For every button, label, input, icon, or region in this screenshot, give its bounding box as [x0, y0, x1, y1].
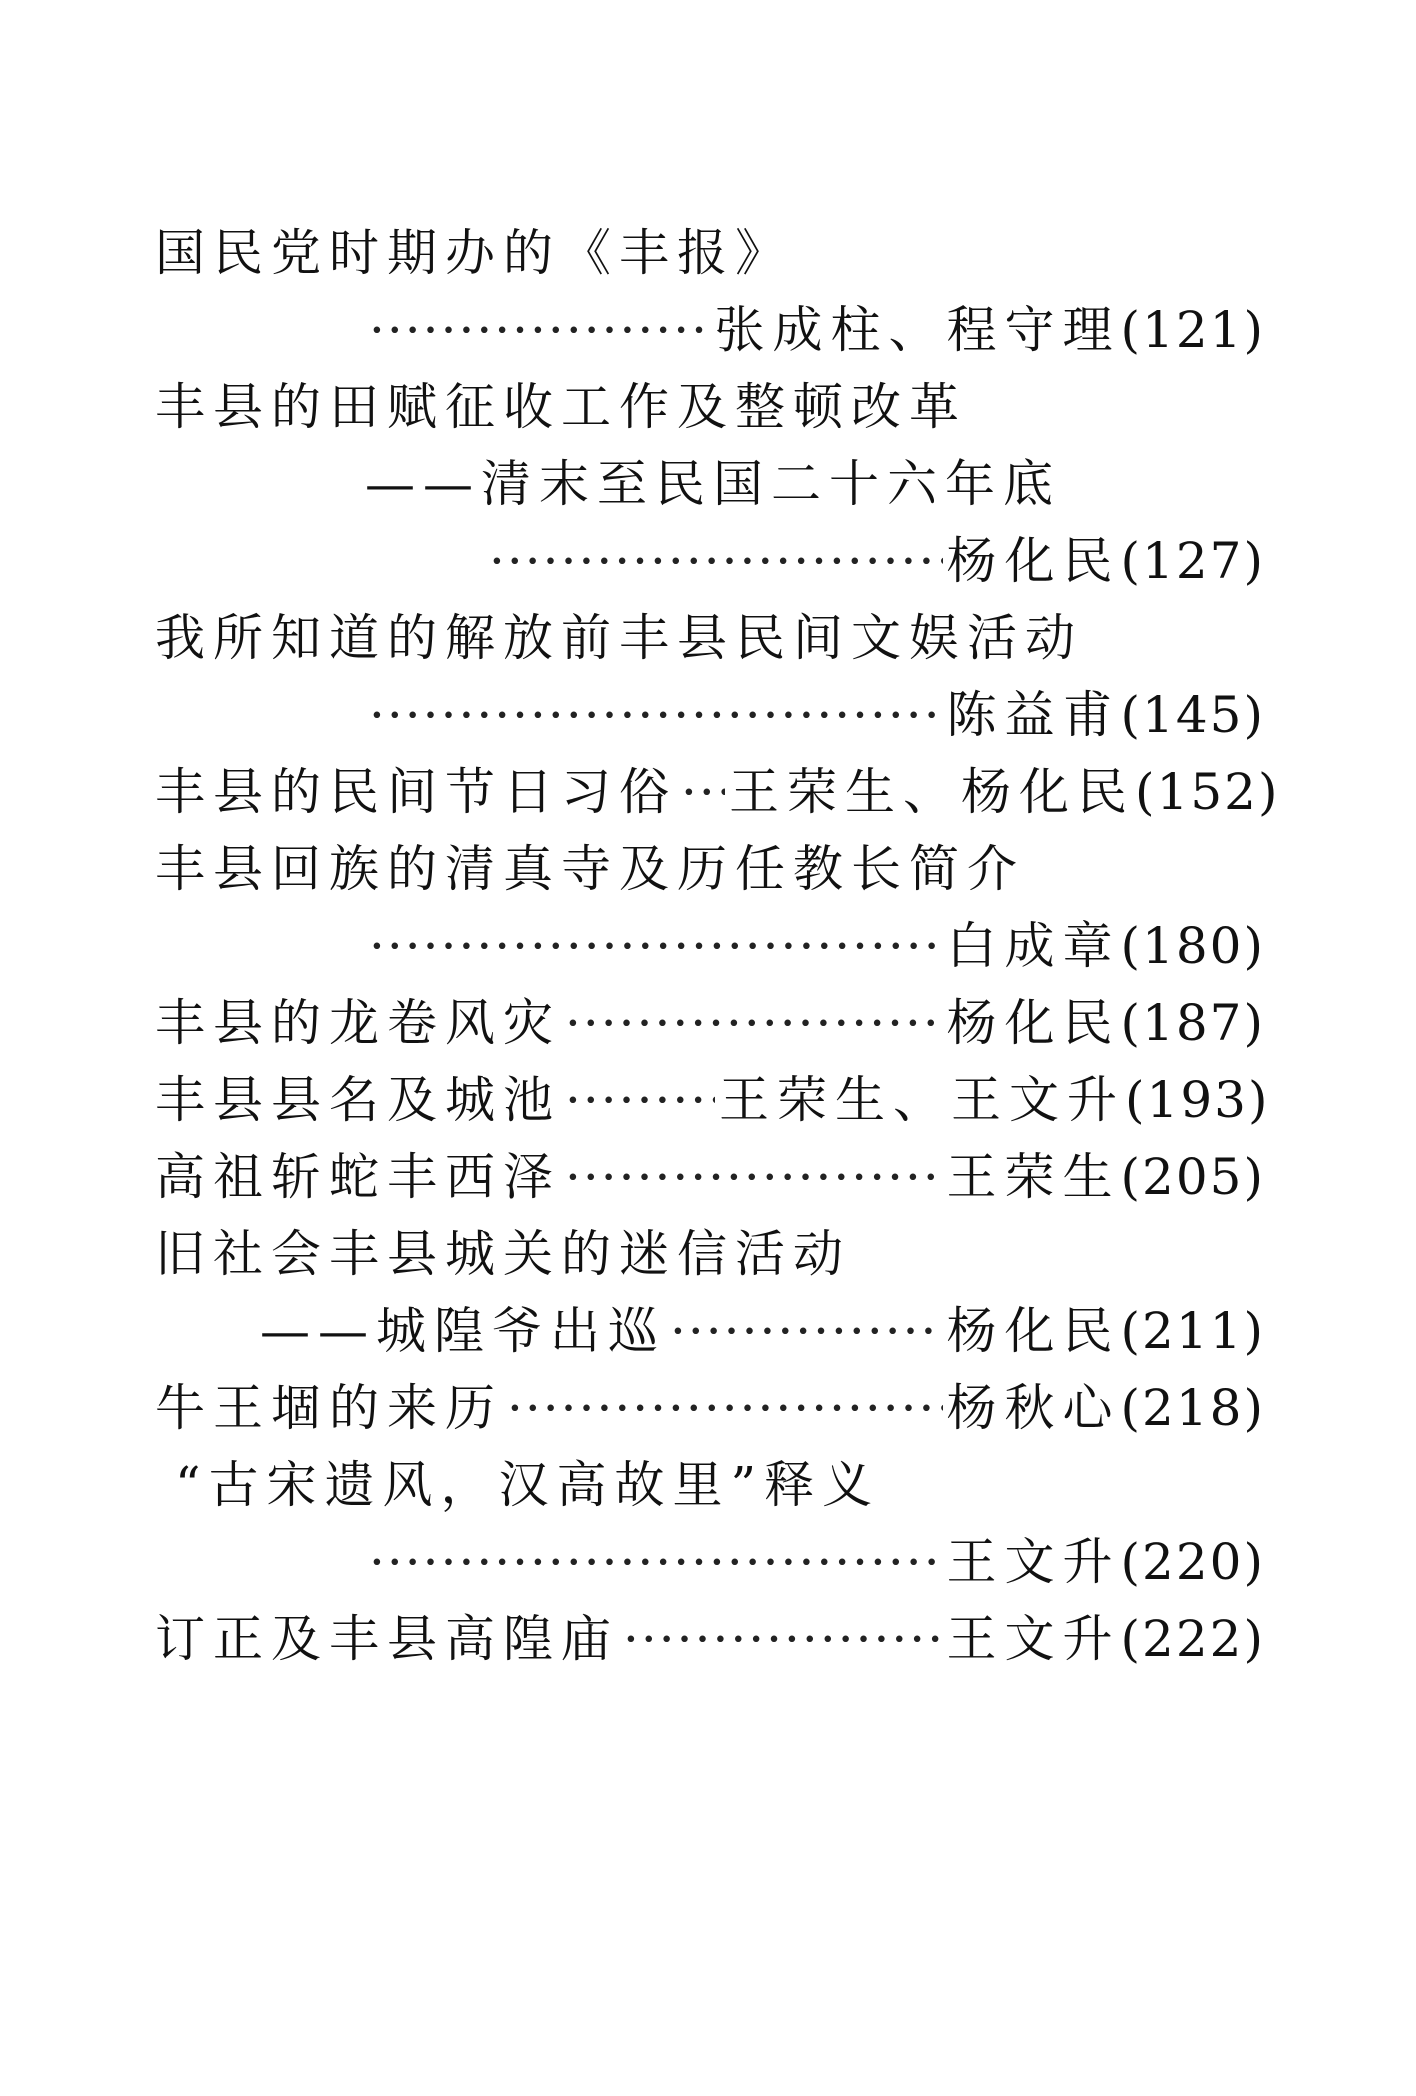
entry-page: (211) — [1120, 1302, 1265, 1360]
toc-entry-title — [155, 831, 1265, 908]
entry-title: “古宋遗风，汉高故里”释义 — [175, 1456, 881, 1514]
leader-dots — [489, 523, 943, 600]
entry-title: 丰县县名及城池 — [155, 1071, 561, 1129]
entry-title: 高祖斩蛇丰西泽 — [155, 1148, 561, 1206]
leader-dots — [565, 1062, 715, 1139]
toc-entry-title — [155, 1216, 1265, 1293]
entry-page: (187) — [1120, 994, 1265, 1052]
toc-entry-subtitle — [155, 446, 1265, 523]
leader-dots — [670, 1293, 943, 1370]
entry-page: (145) — [1120, 686, 1265, 744]
entry-author: 王文升 — [946, 1533, 1121, 1591]
entry-page: (152) — [1135, 763, 1280, 821]
toc-entry-title — [155, 600, 1265, 677]
entry-title: 丰县的龙卷风灾 — [155, 994, 561, 1052]
leader-dots — [565, 1139, 943, 1216]
entry-page: (180) — [1120, 917, 1265, 975]
toc-entry-title — [155, 369, 1265, 446]
entry-page: (121) — [1120, 301, 1265, 359]
toc-entry-subtitle-line — [155, 1293, 1265, 1370]
toc-entry — [155, 754, 1280, 831]
toc-entry — [155, 1601, 1265, 1678]
entry-author: 杨化民 — [946, 994, 1121, 1052]
entry-page: (222) — [1120, 1610, 1265, 1668]
table-of-contents — [155, 215, 1280, 1678]
entry-subtitle: ——清末至民国二十六年底 — [365, 455, 1061, 513]
toc-entry-title — [155, 1447, 1265, 1524]
entry-title: 我所知道的解放前丰县民间文娱活动 — [155, 609, 1083, 667]
toc-entry-author-line — [155, 292, 1265, 369]
entry-subtitle: ——城隍爷出巡 — [260, 1302, 666, 1360]
toc-entry — [155, 985, 1265, 1062]
entry-title: 牛王堌的来历 — [155, 1379, 503, 1437]
leader-dots — [369, 292, 711, 369]
leader-dots — [369, 908, 943, 985]
entry-author: 张成柱、程守理 — [714, 301, 1121, 359]
toc-entry-author-line — [155, 908, 1265, 985]
entry-author: 杨化民 — [946, 532, 1121, 590]
entry-title: 丰县回族的清真寺及历任教长简介 — [155, 840, 1025, 898]
entry-author: 王文升 — [946, 1610, 1121, 1668]
entry-author: 杨化民 — [946, 1302, 1121, 1360]
leader-dots — [681, 754, 725, 831]
entry-author: 白成章 — [946, 917, 1121, 975]
toc-entry — [155, 1139, 1265, 1216]
entry-page: (193) — [1125, 1071, 1270, 1129]
leader-dots — [565, 985, 943, 1062]
toc-entry-author-line — [155, 1524, 1265, 1601]
entry-page: (218) — [1120, 1379, 1265, 1437]
entry-title: 旧社会丰县城关的迷信活动 — [155, 1225, 851, 1283]
entry-title: 丰县的田赋征收工作及整顿改革 — [155, 378, 967, 436]
toc-entry-title — [155, 215, 1265, 292]
entry-author: 杨秋心 — [946, 1379, 1121, 1437]
entry-page: (127) — [1120, 532, 1265, 590]
entry-author: 王荣生 — [946, 1148, 1121, 1206]
leader-dots — [369, 1524, 943, 1601]
toc-entry — [155, 1062, 1270, 1139]
entry-title: 订正及丰县高隍庙 — [155, 1610, 619, 1668]
toc-entry-author-line — [155, 677, 1265, 754]
toc-entry-author-line — [155, 523, 1265, 600]
entry-author: 陈益甫 — [946, 686, 1121, 744]
entry-page: (205) — [1120, 1148, 1265, 1206]
toc-entry — [155, 1370, 1265, 1447]
leader-dots — [507, 1370, 943, 1447]
entry-author: 王荣生、王文升 — [719, 1071, 1125, 1129]
entry-author: 王荣生、杨化民 — [729, 763, 1135, 821]
leader-dots — [623, 1601, 943, 1678]
entry-title: 丰县的民间节日习俗 — [155, 763, 677, 821]
leader-dots — [369, 677, 943, 754]
entry-page: (220) — [1120, 1533, 1265, 1591]
entry-title: 国民党时期办的《丰报》 — [155, 224, 793, 282]
